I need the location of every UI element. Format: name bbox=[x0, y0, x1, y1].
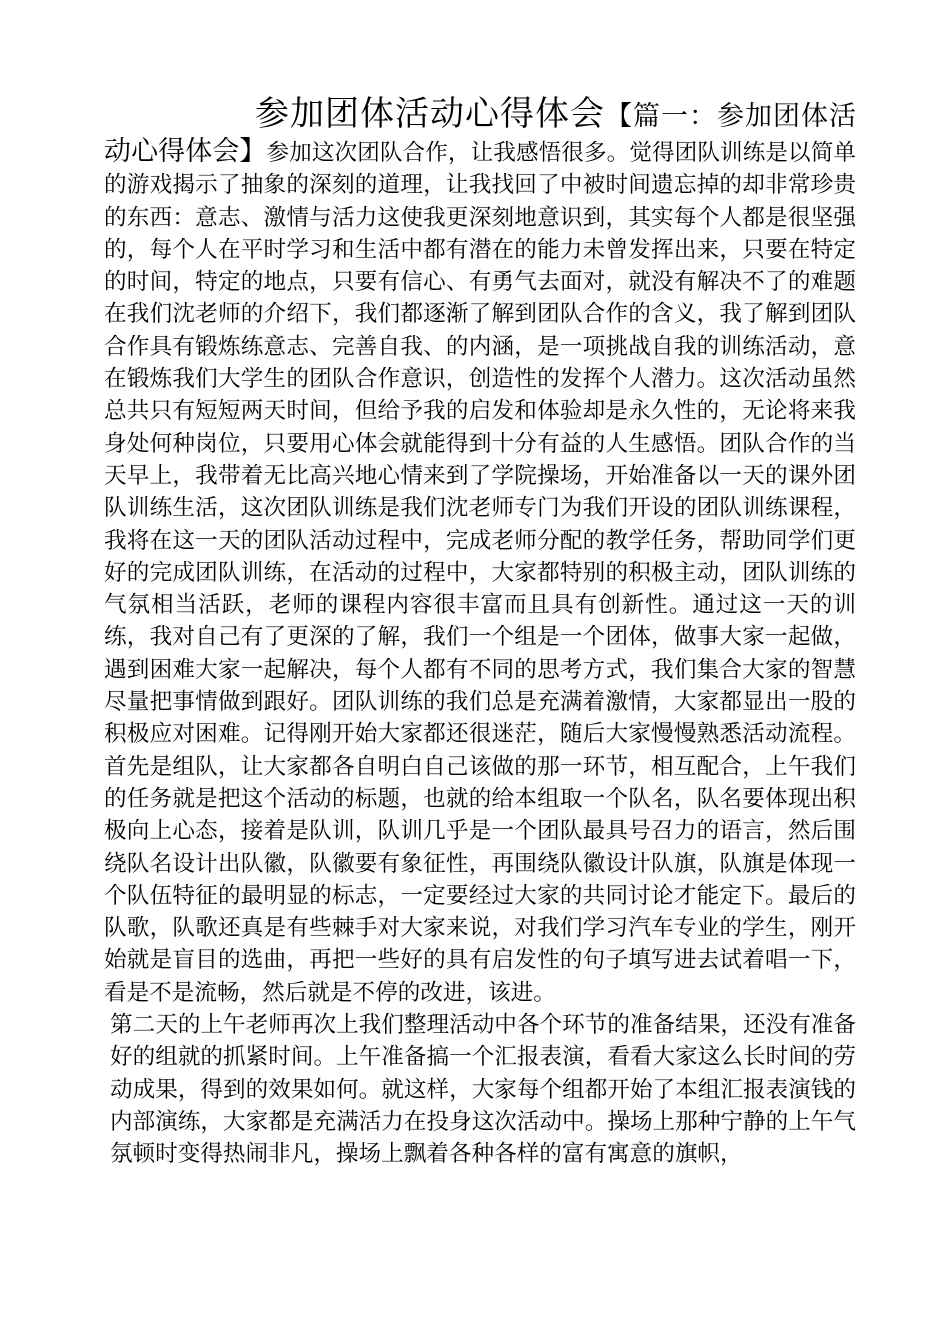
paragraph-1-text: 参加这次团队合作，让我感悟很多。觉得团队训练是以简单的游戏揭示了抽象的深刻的道理，让我找回了中被时间遗忘掉的却非常珍贵的东西：意志、激情与活力这使我更深刻地意识到，其实每个人都是很坚强的，每个人在平时学习和生活中都有潜在的能力未曾发挥出来，只要在特定的时间，特定的地点，只要有信心、有勇气去面对，就没有解决不了的难题在我们沈老师的介绍下，我们都逐渐了解到团队合作的含义，我了解到团队合作具有锻炼练意志、完善自我、的内涵，是一项挑战自我的训练活动，意在锻炼我们大学生的团队合作意识，创造性的发挥个人潜力。这次活动虽然总共只有短短两天时间，但给予我的启发和体验却是永久性的，无论将来我身处何种岗位，只要用心体会就能得到十分有益的人生感悟。团队合作的当天早上，我带着无比高兴地心情来到了学院操场，开始准备以一天的课外团队训练生活，这次团队训练是我们沈老师专门为我们开设的团队训练课程，我将在这一天的团队活动过程中，完成老师分配的教学任务，帮助同学们更好的完成团队训练，在活动的过程中，大家都特别的积极主动，团队训练的气氛相当活跃，老师的课程内容很丰富而且具有创新性。通过这一天的训练，我对自己有了更深的了解，我们一个组是一个团体，做事大家一起做，遇到困难大家一起解决，每个人都有不同的思考方式，我们集合大家的智慧尽量把事情做到跟好。团队训练的我们总是充满着激情，大家都显出一股的积极应对困难。记得刚开始大家都还很迷茫，随后大家慢慢熟悉活动流程。首先是组队，让大家都各自明白自己该做的那一环节，相互配合，上午我们的任务就是把这个活动的标题，也就的给本组取一个队名，队名要体现出积极向上心态，接着是队训，队训几乎是一个团队最具号召力的语言，然后围绕队名设计出队徽，队徽要有象征性，再围绕队徽设计队旗，队旗是体现一个队伍特征的最明显的标志，一定要经过大家的共同讨论才能定下。最后的队歌，队歌还真是有些棘手对大家来说，对我们学习汽车专业的学生，刚开始就是盲目的选曲，再把一些好的具有启发性的句子填写进去试着唱一下，看是不是流畅，然后就是不停的改进，该进。 bbox=[104, 140, 857, 1006]
paragraph-1 bbox=[104, 92, 856, 1009]
paragraph-2: 第二天的上午老师再次上我们整理活动中各个环节的准备结果，还没有准备好的组就的抓紧时间。上午准备搞一个汇报表演，看看大家这么长时间的劳动成果，得到的效果如何。就这样，大家每个组都开始了本组汇报表演钱的内部演练，大家都是充满活力在投身这次活动中。操场上那种宁静的上午气氛顿时变得热闹非凡，操场上飘着各种各样的富有寓意的旗帜， bbox=[110, 1012, 856, 1168]
document-title: 参加团体活动心得体会 bbox=[254, 94, 605, 134]
section-heading: 【篇一：参加团体活动心得体会】 bbox=[104, 101, 856, 167]
document-page bbox=[104, 92, 856, 1171]
